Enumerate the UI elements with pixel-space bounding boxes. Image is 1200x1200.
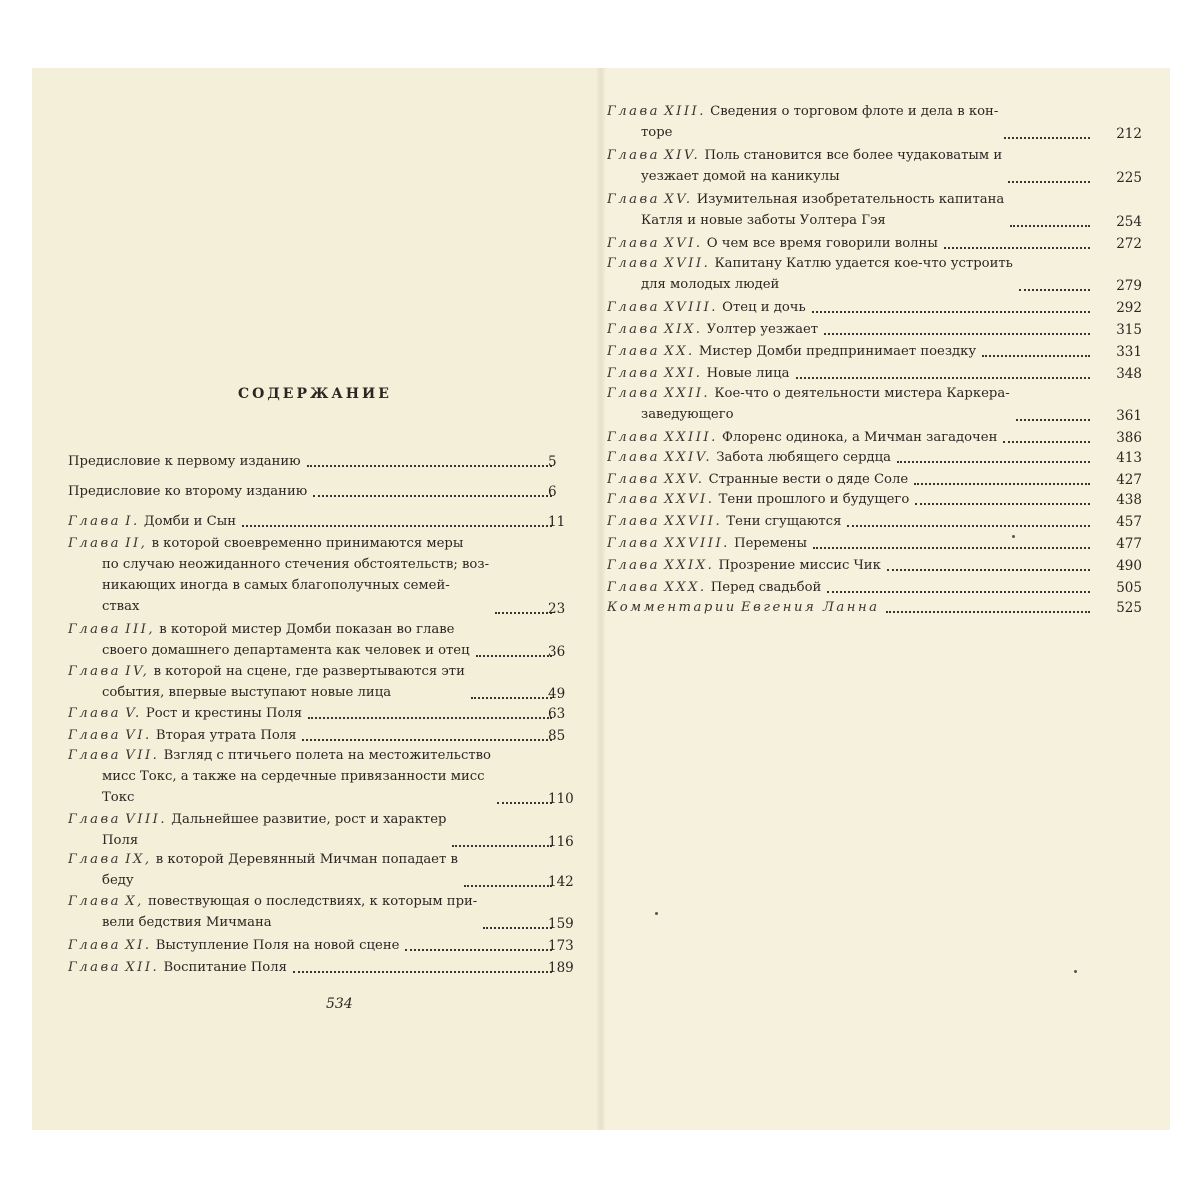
chapter-title-text: в которой мистер Домби показан во главе [159, 622, 455, 637]
chapter-number: XXIV. [664, 450, 713, 465]
print-speck [1074, 970, 1077, 973]
dot-leader [897, 461, 1090, 463]
toc-page-number: 36 [548, 643, 566, 660]
chapter-word: Глава [607, 430, 661, 445]
toc-page-number: 5 [548, 454, 557, 470]
chapter-number: XIV. [664, 148, 701, 163]
toc-entry-line [607, 512, 841, 533]
toc-page-number: 6 [548, 484, 557, 500]
chapter-word: Глава [607, 256, 661, 271]
toc-entry-line [607, 167, 1002, 188]
toc-entry[interactable] [68, 662, 465, 704]
toc-entry-line [68, 534, 489, 555]
toc-entry-line [68, 683, 465, 704]
toc-entry-line [607, 234, 938, 255]
toc-page-number: 361 [1116, 407, 1142, 424]
dot-leader [944, 247, 1090, 249]
toc-entry[interactable] [607, 146, 1002, 188]
chapter-title-text: Воспитание Поля [163, 960, 287, 975]
chapter-number: XXVII. [664, 514, 723, 529]
toc-entry[interactable] [607, 254, 1013, 296]
toc-entry-line [607, 320, 818, 341]
toc-entry-line [68, 788, 491, 809]
toc-page-number: 386 [1116, 430, 1142, 446]
toc-entry-line [68, 892, 477, 913]
dot-leader [1016, 419, 1090, 421]
dot-leader [915, 503, 1090, 505]
chapter-number: XII. [125, 960, 160, 975]
dot-leader [812, 311, 1090, 313]
dot-leader [497, 802, 552, 804]
toc-entry-line [68, 620, 470, 641]
dot-leader [1019, 289, 1090, 291]
toc-entry-line [607, 190, 1004, 211]
chapter-title-text: Предисловие ко второму изданию [68, 484, 308, 499]
toc-entry-line [607, 490, 909, 511]
dot-leader [471, 697, 552, 699]
toc-entry-line [68, 662, 465, 683]
dot-leader [1004, 137, 1090, 139]
dot-leader [452, 845, 552, 847]
chapter-number: XXI. [664, 366, 703, 381]
toc-entry[interactable] [68, 482, 307, 503]
commentary-author: Евгения Ланна [741, 600, 880, 615]
toc-entry[interactable] [68, 704, 302, 725]
toc-page-number: 189 [548, 960, 574, 976]
contents-title: СОДЕРЖАНИЕ [238, 386, 392, 402]
toc-entry-line [68, 576, 489, 597]
dot-leader [242, 525, 552, 527]
chapter-number: XV. [664, 192, 693, 207]
chapter-title-text: Новые лица [706, 366, 790, 381]
dot-leader [827, 591, 1090, 593]
toc-entry-line [607, 578, 821, 599]
chapter-title-text: повествующая о последствиях, к которым при- [148, 894, 478, 909]
chapter-word: Глава [607, 104, 661, 119]
chapter-word: Глава [607, 192, 661, 207]
toc-entry-line [607, 384, 1010, 405]
toc-entry-line [607, 275, 1013, 296]
chapter-title-text: Изумительная изобретательность капитана [696, 192, 1005, 207]
chapter-title-text: по случаю неожиданного стечения обстоятельств; воз- [102, 557, 490, 572]
chapter-word: Глава [68, 852, 122, 867]
toc-entry[interactable] [68, 534, 489, 618]
chapter-word: Глава [68, 622, 122, 637]
chapter-title-text: Перемены [734, 536, 807, 551]
toc-page-number: 505 [1116, 580, 1142, 596]
chapter-number: XXVI. [664, 492, 715, 507]
toc-entry-line [68, 913, 477, 934]
toc-page-number: 292 [1116, 300, 1142, 316]
toc-page-number: 49 [548, 685, 566, 702]
toc-entry-line [68, 641, 470, 662]
toc-entry-line [607, 428, 997, 449]
chapter-word: Глава [68, 812, 122, 827]
toc-entry-line [68, 746, 491, 767]
chapter-title-text: Сведения о торговом флоте и дела в кон- [710, 104, 999, 119]
chapter-word: Глава [607, 344, 661, 359]
toc-page-number: 413 [1116, 450, 1142, 466]
toc-entry-line [607, 470, 908, 491]
chapter-title-text: в которой своевременно принимаются меры [151, 536, 464, 551]
toc-entry[interactable] [607, 364, 790, 385]
chapter-number: XXIX. [664, 558, 715, 573]
dot-leader [982, 355, 1090, 357]
dot-leader [464, 885, 552, 887]
dot-leader [476, 655, 552, 657]
chapter-title-text: Тени прошлого и будущего [718, 492, 910, 507]
chapter-title-text: Домби и Сын [143, 514, 237, 529]
chapter-number: XX. [664, 344, 695, 359]
toc-entry-line [68, 597, 489, 618]
dot-leader [813, 547, 1090, 549]
chapter-title-text: Токс [102, 790, 135, 805]
toc-entry[interactable] [607, 490, 909, 511]
toc-page-number: 212 [1116, 125, 1142, 142]
toc-entry[interactable] [68, 810, 446, 852]
chapter-title-text: в которой на сцене, где развертываются эти [153, 664, 465, 679]
toc-entry[interactable] [607, 234, 938, 255]
chapter-title-text: Взгляд с птичьего полета на местожительство [163, 748, 491, 763]
chapter-title-text: Отец и дочь [722, 300, 806, 315]
chapter-word: Глава [607, 236, 661, 251]
toc-page-number: 348 [1116, 366, 1142, 382]
chapter-word: Глава [68, 706, 122, 721]
toc-entry[interactable] [607, 578, 821, 599]
chapter-word: Глава [607, 558, 661, 573]
chapter-title-text: заведующего [641, 407, 734, 422]
dot-leader [483, 927, 552, 929]
toc-entry[interactable] [68, 512, 236, 533]
page-number: 534 [326, 996, 353, 1012]
toc-page-number: 116 [548, 833, 574, 850]
chapter-title-text: в которой Деревянный Мичман попадает в [155, 852, 458, 867]
toc-entry-line [607, 556, 881, 577]
toc-entry-line [68, 958, 287, 979]
chapter-number: VII. [125, 748, 160, 763]
chapter-word: Глава [68, 960, 122, 975]
chapter-title-text: Уолтер уезжает [706, 322, 819, 337]
chapter-title-text: Капитану Катлю удается кое-что устроить [714, 256, 1013, 271]
toc-entry[interactable] [68, 850, 458, 892]
toc-entry-line [607, 448, 891, 469]
chapter-title-text: Флоренс одинока, а Мичман загадочен [722, 430, 998, 445]
toc-entry[interactable] [607, 320, 818, 341]
toc-page-number: 63 [548, 706, 566, 722]
chapter-title-text: Катля и новые заботы Уолтера Гэя [641, 213, 886, 228]
toc-entry[interactable] [68, 620, 470, 662]
chapter-title-text: ствах [102, 599, 140, 614]
toc-entry-line [68, 767, 491, 788]
chapter-number: XXII. [664, 386, 711, 401]
chapter-word: Глава [68, 748, 122, 763]
toc-entry-line [607, 534, 807, 555]
toc-page-number: 85 [548, 728, 566, 744]
chapter-number: XXV. [664, 472, 705, 487]
chapter-title-text: Кое-что о деятельности мистера Каркера- [714, 386, 1010, 401]
toc-entry[interactable] [68, 936, 399, 957]
chapter-word: Глава [607, 450, 661, 465]
dot-leader [1008, 181, 1090, 183]
dot-leader [1010, 225, 1090, 227]
toc-page-number: 525 [1116, 600, 1142, 616]
toc-entry-line [607, 211, 1004, 232]
toc-page-number: 159 [548, 915, 574, 932]
toc-entry-line [607, 123, 998, 144]
dot-leader [307, 465, 552, 467]
toc-entry[interactable] [607, 512, 841, 533]
chapter-word: Глава [68, 728, 122, 743]
toc-entry-line [68, 936, 399, 957]
dot-leader [887, 569, 1090, 571]
toc-entry-line [68, 512, 236, 533]
chapter-title-text: своего домашнего департамента как человек и отец [102, 643, 470, 658]
dot-leader [1003, 441, 1090, 443]
toc-entry[interactable] [607, 448, 891, 469]
toc-entry[interactable] [68, 958, 287, 979]
toc-entry-line [68, 704, 302, 725]
toc-entry-line [607, 598, 880, 619]
dot-leader [824, 333, 1090, 335]
chapter-word: Глава [607, 386, 661, 401]
chapter-word: Глава [68, 536, 122, 551]
toc-entry-line [607, 146, 1002, 167]
toc-entry[interactable] [68, 726, 296, 747]
toc-entry-line [68, 831, 446, 852]
chapter-title-text: Перед свадьбой [710, 580, 822, 595]
toc-entry[interactable] [68, 452, 301, 473]
chapter-word: Глава [607, 472, 661, 487]
commentary-label: Комментарии [607, 600, 737, 615]
chapter-word: Глава [68, 664, 122, 679]
chapter-word: Глава [607, 536, 661, 551]
chapter-title-text: Рост и крестины Поля [145, 706, 303, 721]
dot-leader [847, 525, 1090, 527]
toc-page-number: 490 [1116, 558, 1142, 574]
chapter-title-text: события, впервые выступают новые лица [102, 685, 392, 700]
toc-entry[interactable] [607, 556, 881, 577]
chapter-title-text: Дальнейшее развитие, рост и характер [171, 812, 447, 827]
chapter-number: VIII. [125, 812, 168, 827]
chapter-number: V. [125, 706, 142, 721]
chapter-title-text: О чем все время говорили волны [706, 236, 938, 251]
chapter-number: X, [125, 894, 144, 909]
chapter-title-text: Поля [102, 833, 139, 848]
toc-page-number: 279 [1116, 277, 1142, 294]
chapter-word: Глава [68, 938, 122, 953]
chapter-title-text: Поль становится все более чудаковатым и [704, 148, 1003, 163]
toc-page-number: 23 [548, 600, 566, 617]
toc-page-number: 272 [1116, 236, 1142, 252]
toc-page-number: 254 [1116, 213, 1142, 230]
chapter-title-text: никающих иногда в самых благополучных семей- [102, 578, 450, 593]
toc-page-number: 457 [1116, 514, 1142, 530]
chapter-number: XXX. [664, 580, 707, 595]
toc-page-number: 331 [1116, 344, 1142, 360]
chapter-number: XVII. [664, 256, 711, 271]
toc-entry[interactable] [68, 746, 491, 809]
dot-leader [405, 949, 552, 951]
toc-entry[interactable] [607, 598, 880, 619]
toc-entry-line [607, 298, 806, 319]
toc-entry-line [607, 364, 790, 385]
dot-leader [293, 971, 552, 973]
chapter-word: Глава [607, 322, 661, 337]
toc-page-number: 315 [1116, 322, 1142, 338]
chapter-title-text: Вторая утрата Поля [155, 728, 297, 743]
toc-page-number: 225 [1116, 169, 1142, 186]
toc-entry[interactable] [607, 102, 998, 144]
chapter-title-text: Прозрение миссис Чик [718, 558, 881, 573]
chapter-title-text: для молодых людей [641, 277, 780, 292]
dot-leader [886, 611, 1090, 613]
toc-page-number: 438 [1116, 492, 1142, 508]
toc-entry[interactable] [68, 892, 477, 934]
toc-entry-line [68, 452, 301, 473]
toc-entry[interactable] [607, 384, 1010, 426]
chapter-word: Глава [68, 514, 122, 529]
toc-page-number: 142 [548, 873, 574, 890]
chapter-title-text: Предисловие к первому изданию [68, 454, 301, 469]
chapter-word: Глава [607, 492, 661, 507]
toc-entry-line [68, 871, 458, 892]
toc-entry-line [607, 102, 998, 123]
chapter-number: XVIII. [664, 300, 718, 315]
chapter-word: Глава [607, 580, 661, 595]
toc-entry[interactable] [607, 428, 997, 449]
chapter-title-text: торе [641, 125, 673, 140]
chapter-word: Глава [607, 300, 661, 315]
chapter-title-text: Странные вести о дяде Соле [708, 472, 909, 487]
chapter-number: XI. [125, 938, 152, 953]
chapter-word: Глава [607, 148, 661, 163]
toc-entry-line [607, 342, 976, 363]
chapter-title-text: беду [102, 873, 134, 888]
toc-entry-line [68, 482, 307, 503]
toc-page-number: 173 [548, 938, 574, 954]
chapter-number: VI. [125, 728, 152, 743]
toc-entry[interactable] [607, 534, 807, 555]
chapter-word: Глава [607, 514, 661, 529]
chapter-number: II, [125, 536, 148, 551]
chapter-title-text: мисс Токс, а также на сердечные привязанности мисс [102, 769, 485, 784]
chapter-number: IX, [125, 852, 152, 867]
chapter-title-text: Выступление Поля на новой сцене [155, 938, 400, 953]
dot-leader [302, 739, 552, 741]
chapter-number: XXIII. [664, 430, 718, 445]
toc-page-number: 427 [1116, 472, 1142, 488]
toc-entry[interactable] [607, 190, 1004, 232]
chapter-number: XVI. [664, 236, 703, 251]
print-speck [655, 912, 658, 915]
toc-entry[interactable] [607, 298, 806, 319]
chapter-title-text: Забота любящего сердца [716, 450, 891, 465]
dot-leader [313, 495, 552, 497]
chapter-number: III, [125, 622, 156, 637]
chapter-number: XXVIII. [664, 536, 730, 551]
chapter-number: XIX. [664, 322, 703, 337]
toc-entry-line [68, 850, 458, 871]
toc-entry[interactable] [607, 342, 976, 363]
dot-leader [914, 483, 1090, 485]
dot-leader [308, 717, 552, 719]
chapter-number: IV, [125, 664, 150, 679]
toc-entry-line [68, 810, 446, 831]
chapter-title-text: Тени сгущаются [726, 514, 842, 529]
chapter-title-text: Мистер Домби предпринимает поездку [698, 344, 977, 359]
chapter-title-text: уезжает домой на каникулы [641, 169, 840, 184]
chapter-number: XIII. [664, 104, 706, 119]
chapter-title-text: вели бедствия Мичмана [102, 915, 272, 930]
toc-page-number: 110 [548, 791, 574, 807]
toc-entry-line [68, 726, 296, 747]
toc-entry[interactable] [607, 470, 908, 491]
chapter-number: I. [125, 514, 140, 529]
chapter-word: Глава [607, 366, 661, 381]
toc-entry-line [607, 254, 1013, 275]
print-speck [1012, 535, 1015, 538]
toc-entry-line [68, 555, 489, 576]
dot-leader [495, 612, 552, 614]
toc-page-number: 11 [548, 514, 566, 530]
toc-entry-line [607, 405, 1010, 426]
chapter-word: Глава [68, 894, 122, 909]
toc-page-number: 477 [1116, 536, 1142, 552]
dot-leader [796, 377, 1090, 379]
